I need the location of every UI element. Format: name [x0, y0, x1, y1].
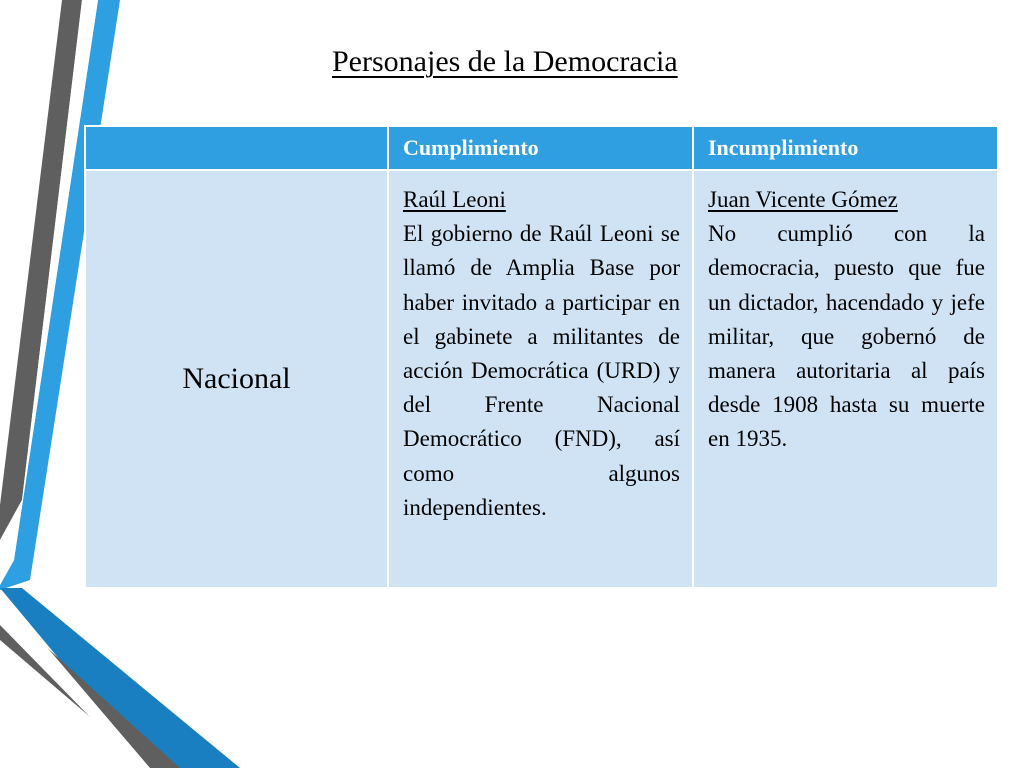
- comparison-table: [84, 125, 999, 589]
- cell-incumplimiento: [693, 170, 998, 588]
- person-name-incumplimiento: Juan Vicente Gómez: [708, 187, 898, 212]
- row-label-nacional: Nacional: [85, 170, 388, 588]
- table-row: [85, 170, 998, 588]
- table-header-row: [85, 126, 998, 170]
- person-name-cumplimiento: Raúl Leoni: [403, 187, 506, 212]
- person-description-incumplimiento: No cumplió con la democracia, puesto que fue un dictador, hacendado y jefe militar, que gobernó de manera autoritaria al país desde 1908 hasta su muerte en 1935.: [708, 221, 985, 452]
- slide-title: Personajes de la Democracia: [332, 45, 678, 78]
- header-cumplimiento: Cumplimiento: [388, 126, 693, 170]
- header-corner-cell: [85, 126, 388, 170]
- person-description-cumplimiento: El gobierno de Raúl Leoni se llamó de Amplia Base por haber invitado a participar en el gabinete a militantes de acción Democrática (URD) y del Frente Nacional Democrático (FND), así como algunos independientes.: [403, 221, 680, 520]
- cell-cumplimiento: [388, 170, 693, 588]
- header-incumplimiento: Incumplimiento: [693, 126, 998, 170]
